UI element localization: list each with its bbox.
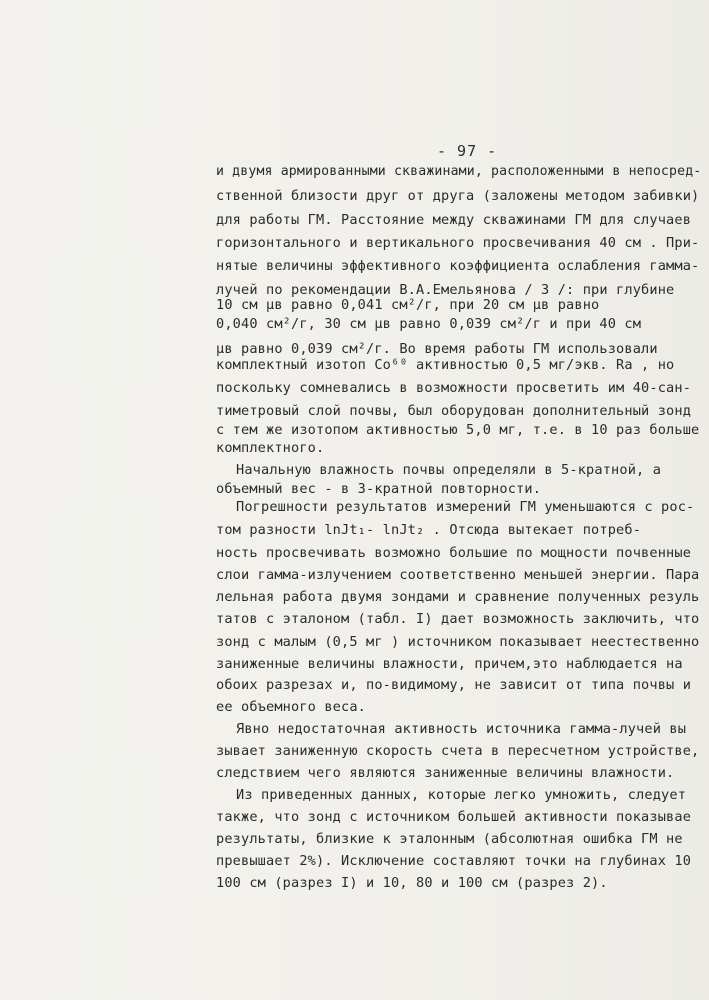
- text-line: ее объемного веса.: [216, 699, 367, 715]
- text-line: с тем же изотопом активностью 5,0 мг, т.е. в 10 раз больше: [216, 422, 700, 438]
- text-line: и двумя армированными скважинами, расположенными в непосред-: [216, 164, 702, 179]
- page-number: - 97 -: [437, 142, 498, 160]
- text-line: μв равно 0,039 см²/г. Во время работы ГМ использовали: [216, 341, 658, 357]
- text-line: для работы ГМ. Расстояние между скважинами ГМ для случаев: [216, 212, 692, 228]
- text-line: Из приведенных данных, которые легко умножить, следует: [236, 787, 687, 803]
- text-line: зонд с малым (0,5 мг ) источником показывает неестественно: [216, 634, 700, 650]
- text-line: превышает 2%). Исключение составляют точки на глубинах 10: [216, 853, 692, 869]
- text-line: лельная работа двумя зондами и сравнение полученных резуль: [216, 589, 700, 605]
- text-line: комплектного.: [216, 440, 325, 456]
- text-line: 0,040 см²/г, 30 см μв равно 0,039 см²/г и при 40 см: [216, 316, 642, 332]
- text-line: Погрешности результатов измерений ГМ уменьшаются с рос-: [236, 499, 695, 515]
- text-line: том разности lnJt₁- lnJt₂ . Отсюда вытекает потреб-: [216, 522, 642, 538]
- text-line: горизонтального и вертикального просвечивания 40 см . При-: [216, 235, 700, 251]
- text-line: комплектный изотоп Co⁶⁰ активностью 0,5 мг/экв. Ra , но: [216, 357, 675, 373]
- text-line: зывает заниженную скорость счета в пересчетном устройстве,: [216, 743, 700, 759]
- text-line: поскольку сомневались в возможности просветить им 40-сан-: [216, 380, 692, 396]
- text-line: заниженные величины влажности, причем,это наблюдается на: [216, 656, 683, 672]
- text-line: также, что зонд с источником большей активности показывае: [216, 809, 692, 825]
- text-line: Явно недостаточная активность источника гамма-лучей вы: [236, 721, 687, 737]
- text-line: результаты, близкие к эталонным (абсолютная ошибка ГМ не: [216, 831, 683, 847]
- text-line: нятые величины эффективного коэффициента ослабления гамма-: [216, 258, 700, 274]
- text-line: Начальную влажность почвы определяли в 5-кратной, а: [236, 462, 662, 478]
- text-line: слои гамма-излучением соответственно меньшей энергии. Пара: [216, 567, 700, 583]
- text-line: тиметровый слой почвы, был оборудован дополнительный зонд: [216, 403, 692, 419]
- text-line: татов с эталоном (табл. I) дает возможность заключить, что: [216, 611, 700, 627]
- text-line: 100 см (разрез I) и 10, 80 и 100 см (разрез 2).: [216, 875, 608, 891]
- text-line: ность просвечивать возможно большие по мощности почвенные: [216, 545, 692, 561]
- text-line: 10 см μв равно 0,041 см²/г, при 20 см μв равно: [216, 297, 600, 313]
- text-line: объемный вес - в 3-кратной повторности.: [216, 481, 542, 497]
- text-line: лучей по рекомендации В.А.Емельянова / 3 /: при глубине: [216, 282, 675, 298]
- text-line: обоих разрезах и, по-видимому, не зависит от типа почвы и: [216, 677, 692, 693]
- text-line: следствием чего являются заниженные величины влажности.: [216, 765, 675, 781]
- text-line: ственной близости друг от друга (заложены методом забивки): [216, 188, 700, 204]
